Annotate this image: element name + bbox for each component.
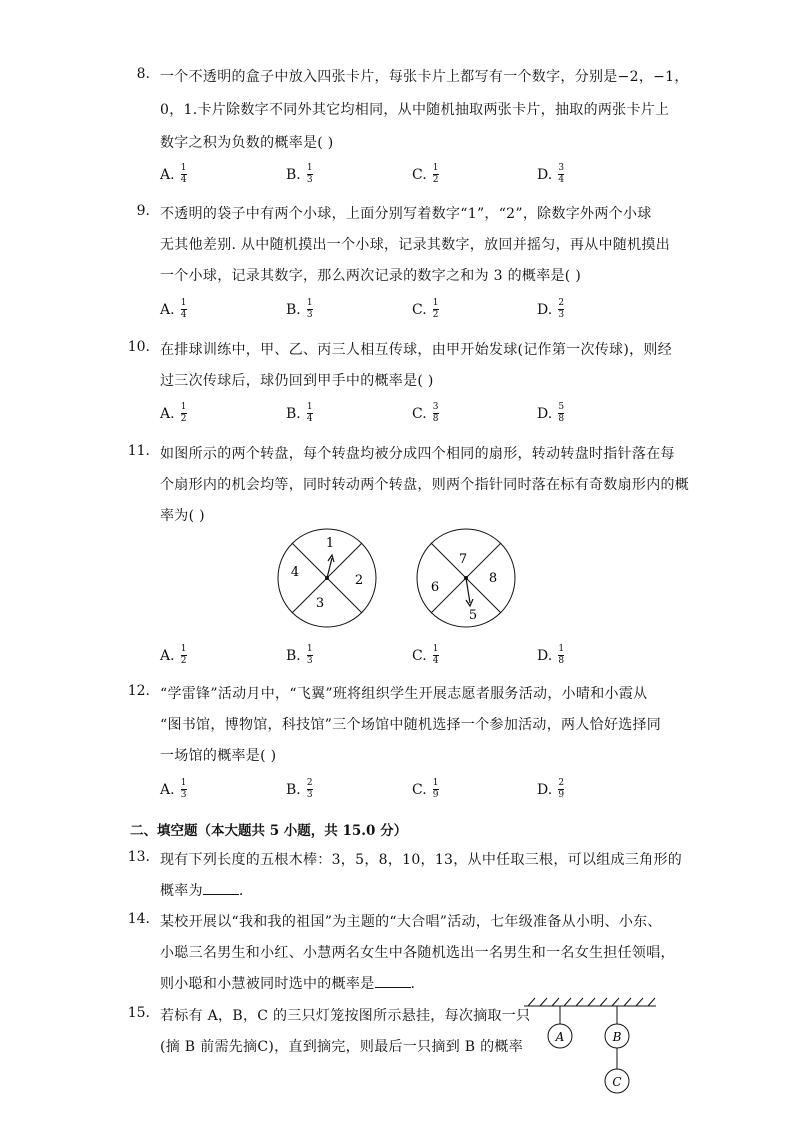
fraction: $\frac{1}{8}$ (558, 644, 565, 666)
fraction: $\frac{3}{4}$ (558, 163, 565, 185)
sector-label: 5 (468, 608, 478, 623)
fraction: $\frac{1}{2}$ (432, 298, 439, 320)
option-b[interactable]: B. $\frac{1}{4}$ (286, 402, 313, 424)
fraction: $\frac{1}{2}$ (180, 644, 187, 666)
fraction: $\frac{1}{3}$ (180, 778, 187, 800)
fraction: $\frac{1}{4}$ (306, 402, 313, 424)
question-number: 12. (127, 683, 150, 699)
option-c[interactable]: C. $\frac{1}{4}$ (412, 644, 439, 666)
answer-blank[interactable] (203, 882, 239, 895)
option-a[interactable]: A. $\frac{1}{4}$ (160, 163, 187, 185)
fraction: $\frac{2}{9}$ (558, 778, 565, 800)
option-a[interactable]: A. $\frac{1}{3}$ (160, 778, 187, 800)
question-text-line: 如图所示的两个转盘，每个转盘均被分成四个相同的扇形，转动转盘时指针落在每 (160, 446, 675, 462)
sector-label: 6 (430, 580, 440, 595)
question-text-line: 现有下列长度的五根木棒：3，5，8，10，13，从中任取三根，可以组成三角形的 (160, 852, 683, 868)
fraction: $\frac{1}{3}$ (306, 163, 313, 185)
question-text-line: 一场馆的概率是( ) (160, 748, 277, 764)
fraction: $\frac{1}{2}$ (180, 402, 187, 424)
question-text-line: 个扇形内的机会均等，同时转动两个转盘，则两个指针同时落在标有奇数扇形内的概 (160, 477, 690, 493)
option-a[interactable]: A. $\frac{1}{2}$ (160, 644, 187, 666)
question-number: 11. (127, 443, 150, 459)
svg-text:A: A (555, 1030, 565, 1044)
fraction: $\frac{1}{3}$ (306, 644, 313, 666)
question-text-line: 一个小球，记录其数字，那么两次记录的数字之和为 3 的概率是( ) (160, 268, 582, 284)
fraction: $\frac{3}{8}$ (432, 402, 439, 424)
question-text-line: 小聪三名男生和小红、小慧两名女生中各随机选出一名男生和一名女生担任领唱， (160, 945, 675, 961)
option-d[interactable]: D. $\frac{1}{8}$ (537, 644, 565, 666)
svg-text:B: B (612, 1030, 622, 1044)
fraction: $\frac{1}{4}$ (180, 163, 187, 185)
fraction: $\frac{2}{3}$ (306, 778, 313, 800)
question-text-line: 一个不透明的盒子中放入四张卡片，每张卡片上都写有一个数字，分别是−2，−1， (160, 69, 689, 85)
option-a[interactable]: A. $\frac{1}{4}$ (160, 298, 187, 320)
option-a[interactable]: A. $\frac{1}{2}$ (160, 402, 187, 424)
question-text-line: 率为( ) (160, 508, 205, 524)
option-d[interactable]: D. $\frac{3}{4}$ (537, 163, 565, 185)
ceiling-hatching (528, 998, 655, 1006)
fraction: $\frac{1}{9}$ (432, 778, 439, 800)
question-text-line: 无其他差别. 从中随机摸出一个小球，记录其数字，放回并摇匀，再从中随机摸出 (160, 237, 670, 253)
fraction: $\frac{2}{3}$ (558, 298, 565, 320)
question-text-line: 则小聪和小慧被同时选中的概率是 . (160, 976, 416, 992)
question-text-line: 0，1.卡片除数字不同外其它均相同，从中随机抽取两张卡片，抽取的两张卡片上 (160, 102, 670, 118)
fraction: $\frac{1}{3}$ (306, 298, 313, 320)
question-number: 13. (127, 849, 150, 865)
option-c[interactable]: C. $\frac{1}{9}$ (412, 778, 439, 800)
fraction: $\frac{1}{4}$ (432, 644, 439, 666)
option-c[interactable]: C. $\frac{1}{2}$ (412, 163, 439, 185)
sector-label: 1 (325, 536, 335, 551)
lanterns-figure (520, 996, 660, 1096)
sector-label: 2 (354, 573, 364, 588)
question-text-line: 概率为 . (160, 883, 244, 899)
option-d[interactable]: D. $\frac{5}{8}$ (537, 402, 565, 424)
question-number: 10. (127, 339, 150, 355)
fraction: $\frac{1}{4}$ (180, 298, 187, 320)
sector-label: 7 (458, 552, 468, 567)
question-number: 8. (136, 66, 150, 82)
question-text-line: “学雷锋”活动月中，“飞翼”班将组织学生开展志愿者服务活动，小晴和小霞从 (160, 686, 648, 702)
option-c[interactable]: C. $\frac{1}{2}$ (412, 298, 439, 320)
question-text-line: 过三次传球后，球仍回到甲手中的概率是( ) (160, 373, 434, 389)
fraction: $\frac{1}{2}$ (432, 163, 439, 185)
question-text-line: 若标有 A，B，C 的三只灯笼按图所示悬挂，每次摘取一只 (160, 1008, 531, 1024)
svg-text:C: C (612, 1075, 622, 1089)
question-text-line: 在排球训练中，甲、乙、丙三人相互传球，由甲开始发球(记作第一次传球)，则经 (160, 342, 673, 358)
question-text-line: (摘 B 前需先摘C)，直到摘完，则最后一只摘到 B 的概率 (160, 1039, 524, 1055)
spinner-right (417, 529, 515, 627)
option-b[interactable]: B. $\frac{1}{3}$ (286, 163, 313, 185)
option-c[interactable]: C. $\frac{3}{8}$ (412, 402, 439, 424)
option-b[interactable]: B. $\frac{1}{3}$ (286, 298, 313, 320)
sector-label: 8 (488, 571, 498, 586)
question-text-line: 某校开展以“我和我的祖国”为主题的“大合唱”活动，七年级准备从小明、小东、 (160, 914, 662, 930)
option-b[interactable]: B. $\frac{1}{3}$ (286, 644, 313, 666)
question-text-line: 数字之积为负数的概率是( ) (160, 135, 334, 151)
question-number: 14. (127, 911, 150, 927)
question-number: 15. (127, 1005, 150, 1021)
option-b[interactable]: B. $\frac{2}{3}$ (286, 778, 313, 800)
spinners-figure (270, 528, 530, 638)
answer-blank[interactable] (375, 975, 411, 988)
option-d[interactable]: D. $\frac{2}{9}$ (537, 778, 565, 800)
question-text-line: 不透明的袋子中有两个小球，上面分别写着数字“1”，“2”，除数字外两个小球 (160, 206, 652, 222)
question-text-line: “图书馆，博物馆，科技馆”三个场馆中随机选择一个参加活动，两人恰好选择同 (160, 717, 662, 733)
spinner-left (278, 529, 376, 627)
sector-label: 3 (315, 596, 325, 611)
section-heading: 二、填空题（本大题共 5 小题，共 15.0 分） (130, 823, 408, 839)
question-number: 9. (136, 203, 150, 219)
option-d[interactable]: D. $\frac{2}{3}$ (537, 298, 565, 320)
sector-label: 4 (290, 565, 300, 580)
fraction: $\frac{5}{8}$ (558, 402, 565, 424)
